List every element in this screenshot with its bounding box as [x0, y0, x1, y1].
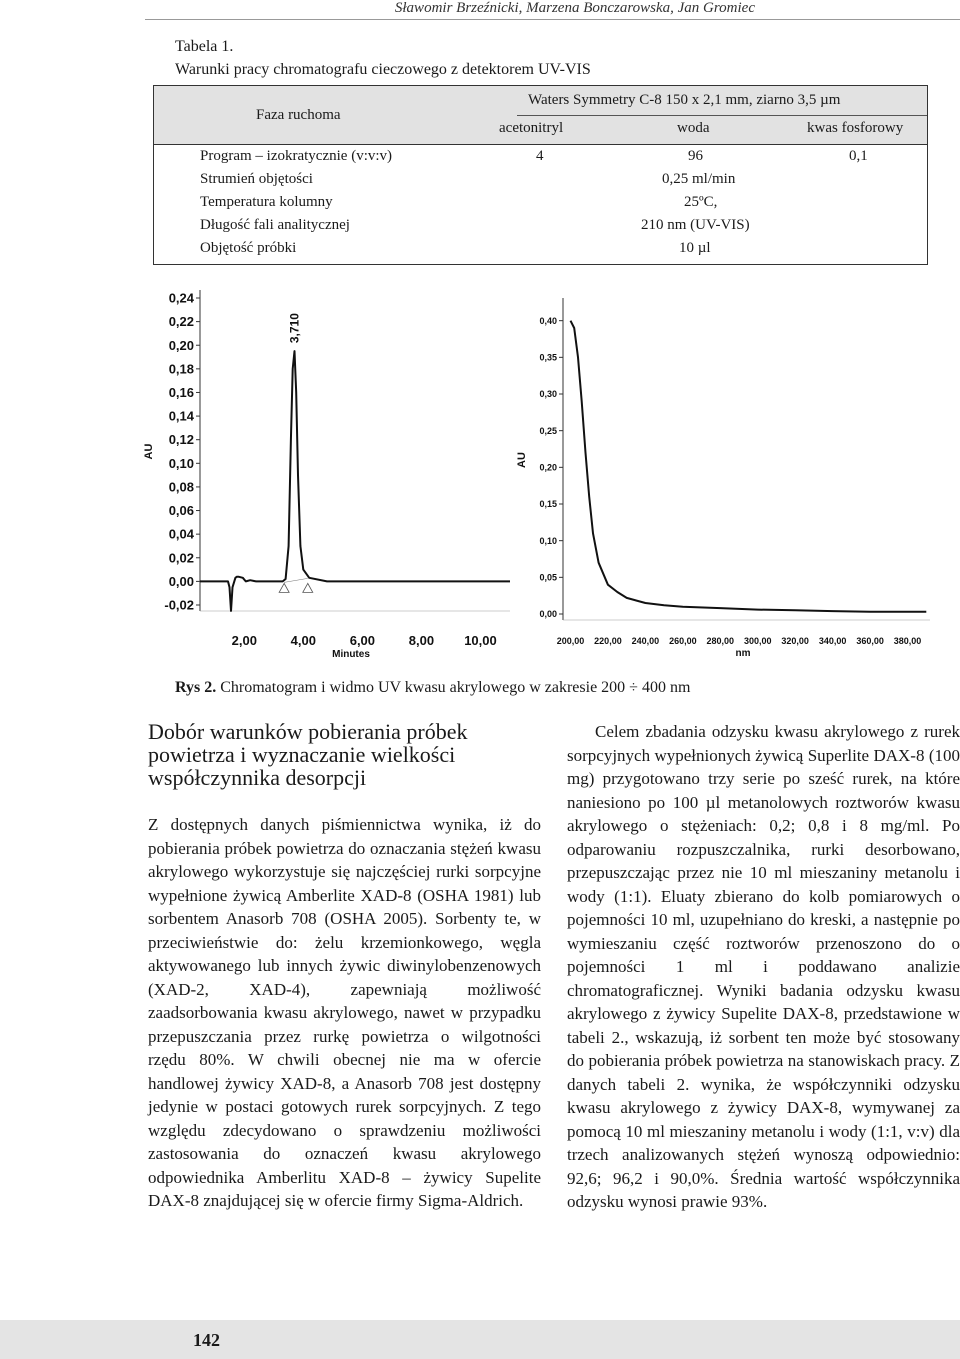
y-tick-label: 0,02 — [168, 550, 194, 566]
y-tick-label: 0,20 — [539, 462, 557, 473]
x-tick-label: 200,00 — [556, 636, 585, 646]
y-tick-label: -0,02 — [164, 597, 194, 613]
chromatogram-chart — [140, 285, 520, 665]
y-axis-title: AU — [143, 443, 155, 460]
x-tick-label: 8,00 — [408, 633, 435, 648]
y-tick-label: 0,22 — [168, 314, 194, 330]
header-mobile-phase: Faza ruchoma — [256, 107, 341, 123]
uv-spectrum-chart — [510, 285, 950, 665]
x-tick-label: 2,00 — [231, 633, 257, 648]
table-label: Tabela 1. — [175, 38, 234, 55]
integration-baseline — [284, 578, 308, 582]
y-tick-label: 0,04 — [168, 526, 194, 542]
y-tick-label: 0,30 — [539, 389, 557, 400]
table-header-divider — [517, 115, 927, 116]
x-tick-label: 320,00 — [781, 636, 809, 646]
x-tick-label: 360,00 — [856, 636, 884, 646]
program-value-1: 4 — [536, 148, 544, 164]
y-tick-label: 0,35 — [539, 352, 557, 363]
x-tick-label: 4,00 — [290, 633, 316, 648]
x-tick-label: 280,00 — [706, 636, 735, 646]
footer-bar — [0, 1320, 960, 1359]
x-tick-label: 300,00 — [743, 636, 772, 646]
chromatogram-plot — [140, 285, 520, 665]
x-axis-title: Minutes — [332, 649, 370, 660]
y-tick-label: 0,00 — [168, 573, 194, 589]
y-tick-label: 0,10 — [168, 455, 194, 471]
header-column-spec: Waters Symmetry C-8 150 x 2,1 mm, ziarno 3,5 µm — [528, 92, 841, 108]
y-axis-title: AU — [516, 452, 528, 468]
y-tick-label: 0,24 — [168, 290, 194, 306]
figure-caption — [175, 679, 690, 697]
y-tick-label: 0,10 — [539, 535, 557, 546]
x-tick-label: 10,00 — [464, 633, 497, 648]
x-tick-label: 260,00 — [669, 636, 697, 646]
header-component-1: acetonitryl — [499, 120, 564, 136]
row-label-temperature: Temperatura kolumny — [200, 194, 333, 210]
program-value-3: 0,1 — [849, 148, 868, 164]
y-tick-label: 0,00 — [539, 609, 557, 620]
integration-marker — [279, 583, 289, 592]
y-tick-label: 0,05 — [539, 572, 557, 583]
y-tick-label: 0,20 — [168, 337, 194, 353]
series-line — [200, 351, 510, 611]
table-caption: Warunki pracy chromatografu cieczowego z detektorem UV-VIS — [175, 61, 591, 78]
row-value-flow: 0,25 ml/min — [662, 171, 736, 187]
x-tick-label: 340,00 — [818, 636, 847, 646]
integration-marker — [303, 583, 313, 592]
page-number: 142 — [193, 1330, 220, 1350]
conditions-table — [153, 85, 928, 265]
x-tick-label: 240,00 — [631, 636, 660, 646]
x-axis-title: nm — [735, 648, 751, 659]
peak-label: 3,710 — [287, 313, 302, 344]
y-tick-label: 0,15 — [539, 499, 557, 510]
program-label: Program – izokratycznie (v:v:v) — [200, 148, 393, 164]
row-label-volume: Objętość próbki — [200, 240, 297, 256]
x-tick-label: 380,00 — [893, 636, 922, 646]
row-value-volume: 10 µl — [679, 240, 711, 256]
running-header-authors: Sławomir Brzeźnicki, Marzena Bonczarowska, Jan Gromiec — [394, 0, 755, 16]
y-tick-label: 0,08 — [168, 479, 194, 495]
row-value-wavelength: 210 nm (UV-VIS) — [641, 217, 750, 233]
y-tick-label: 0,25 — [539, 425, 557, 436]
figure-caption-text: Chromatogram i widmo UV kwasu akrylowego w zakresie 200 ÷ 400 nm — [220, 679, 691, 696]
y-tick-label: 0,06 — [168, 503, 194, 519]
y-tick-label: 0,16 — [168, 385, 194, 401]
row-value-temperature: 25ºC, — [684, 194, 718, 210]
y-tick-label: 0,12 — [168, 432, 194, 448]
row-label-wavelength: Długość fali analitycznej — [200, 217, 350, 233]
header-component-2: woda — [677, 120, 710, 136]
header-component-3: kwas fosforowy — [807, 120, 904, 136]
y-tick-label: 0,40 — [539, 315, 557, 326]
x-tick-label: 220,00 — [594, 636, 622, 646]
y-tick-label: 0,18 — [168, 361, 194, 377]
left-paragraph: Z dostępnych danych piśmiennictwa wynika, iż do pobierania próbek powietrza do oznaczania stężeń kwasu akrylowego wykorzystuje się najczęściej rurki sorpcyjne wypełnione żywicą Amberlite XAD-8 (OSHA 1981) lub sorbentem Anasorb 708 (OSHA 2005). Sorbenty te, w przeciwieństwie do: żelu krzemionkowego, węgla aktywowanego lub innych żywic diwinylobenzenowych (XAD-2, XAD-4), zapewniają możliwość zaadsorbowania kwasu akrylowego, nawet w przypadku przepuszczania przez rurkę powietrza o wilgotności rzędu 80%. W chwili obecnej nie ma w ofercie handlowej żywicy XAD-8, a Anasorb 708 jest dostępny jedynie w postaci gotowych rurek sorpcyjnych. Z tego względu zdecydowano o sprawdzeniu możliwości zastosowania do oznaczeń kwasu akrylowego odpowiednika Amberlitu XAD-8 – żywicy Supelite DAX-8 znajdującej się w ofercie firmy Sigma-Aldrich. — [148, 815, 541, 1210]
right-paragraph: Celem zbadania odzysku kwasu akrylowego z rurek sorpcyjnych wypełnionych żywicą Superlite DAX-8 (100 mg) przygotowano trzy serie po sześć rurek, na które naniesiono po 100 µl metanolowych roztworów kwasu akrylowego o stężeniach: 0,2; 0,8 i 8 mg/ml. Po odparowaniu rozpuszczalnika, rurki desorbowano, przepuszczając przez nie 10 ml mieszaniny metanolu i wody (1:1). Eluaty zbierano do kolb pomiarowych o pojemności 10 ml, uzupełniano do kreski, a następnie po wymieszaniu część roztworów przenoszono do o pojemności 1 ml i poddawano analizie chromatograficznej. Wyniki badania odzysku kwasu akrylowego z żywicy Supelite DAX-8, przedstawione w tabeli 2., wskazują, iż sorbent ten może być stosowany do pobierania próbek powietrza na stanowiskach pracy. Z danych tabeli 2. wynika, że współczynniki odzysku kwasu akrylowego z żywicy DAX-8, wymywanej za pomocą 10 ml mieszaniny metanolu i wody (1:1, v:v) dla trzech analizowanych stężeń wynoszą odpowiednio: 92,6; 96,2 i 90,0%. Średnia wartość współczynnika odzysku wynosi prawie 93%. — [567, 722, 960, 1211]
row-label-flow: Strumień objętości — [200, 171, 313, 187]
program-value-2: 96 — [688, 148, 703, 164]
right-column — [567, 720, 960, 1214]
figure-label: Rys 2. — [175, 679, 217, 696]
section-title: Dobór warunków pobierania próbek powietrza i wyznaczanie wielkości współczynnika desorpcji — [148, 719, 468, 790]
x-tick-label: 6,00 — [349, 633, 376, 648]
y-tick-label: 0,14 — [168, 408, 194, 424]
uv-spectrum-plot — [510, 285, 950, 665]
left-column — [148, 720, 541, 1213]
series-line — [571, 321, 927, 612]
header-rule — [145, 19, 960, 20]
